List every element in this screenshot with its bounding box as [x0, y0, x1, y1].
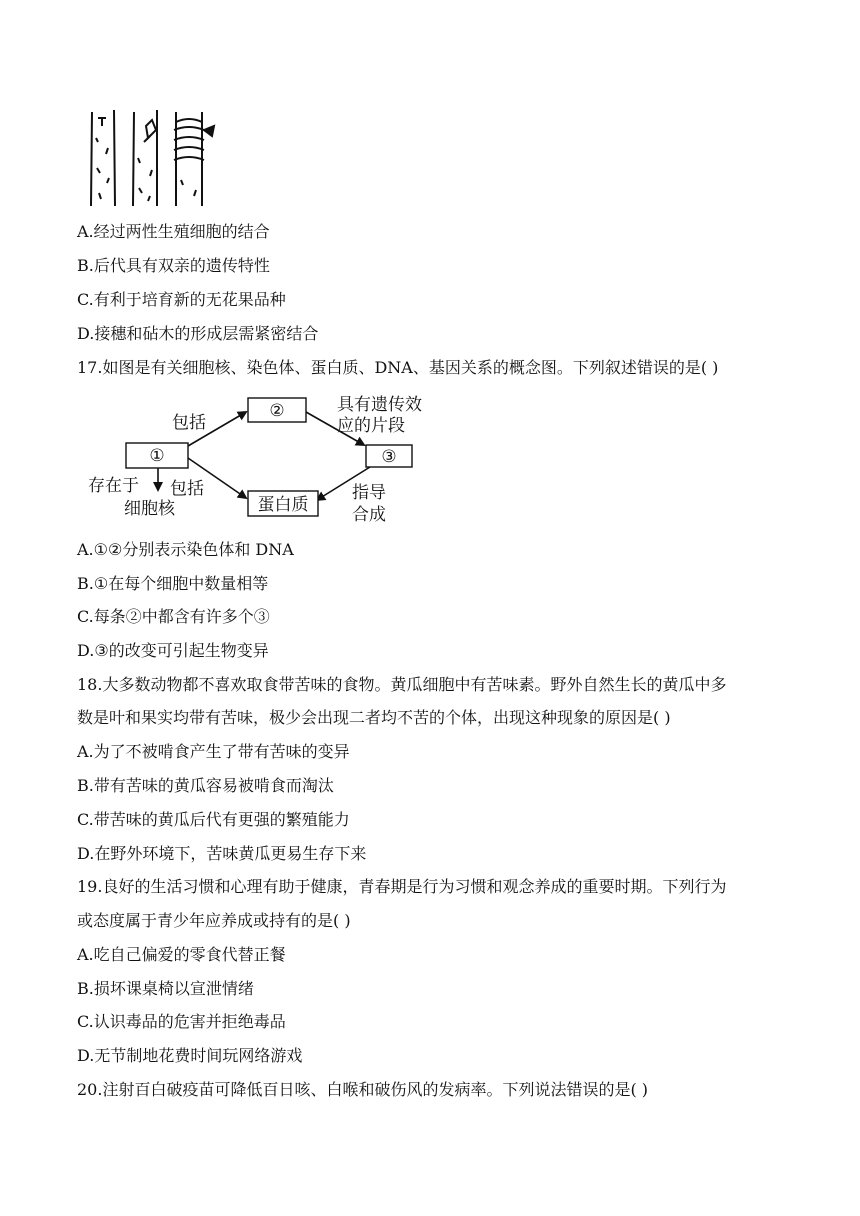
grafting-illustration	[84, 108, 220, 208]
edge-label-nucleus-line2: 细胞核	[124, 499, 175, 519]
q19-option-b[interactable]: B.损坏课桌椅以宣泄情绪	[77, 979, 254, 998]
q18-option-d[interactable]: D.在野外环境下，苦味黄瓜更易生存下来	[77, 844, 367, 863]
q19-stem-line1: 19.良好的生活习惯和心理有助于健康，青春期是行为习惯和观念养成的重要时期。下列行为	[77, 877, 727, 896]
node-2-label: ②	[269, 401, 285, 421]
q19-option-a[interactable]: A.吃自己偏爱的零食代替正餐	[77, 945, 286, 964]
q18-option-b[interactable]: B.带有苦味的黄瓜容易被啃食而淘汰	[77, 776, 334, 795]
edge-label-include-top: 包括	[172, 413, 206, 433]
concept-map	[84, 390, 464, 530]
graft-trunk-3	[174, 112, 214, 206]
q19-stem-line2: 或态度属于青少年应养成或持有的是( )	[77, 911, 351, 930]
edge-label-gene-line2: 应的片段	[337, 416, 405, 436]
q18-stem-line2: 数是叶和果实均带有苦味，极少会出现二者均不苦的个体，出现这种现象的原因是( )	[77, 708, 671, 727]
q16-option-d[interactable]: D.接穗和砧木的形成层需紧密结合	[77, 324, 319, 343]
q17-option-d[interactable]: D.③的改变可引起生物变异	[77, 641, 269, 660]
q18-option-c[interactable]: C.带苦味的黄瓜后代有更强的繁殖能力	[77, 810, 350, 829]
graft-trunk-1	[91, 110, 115, 206]
q16-option-c[interactable]: C.有利于培育新的无花果品种	[77, 290, 286, 309]
q19-option-c[interactable]: C.认识毒品的危害并拒绝毒品	[77, 1012, 286, 1031]
q17-option-c[interactable]: C.每条②中都含有许多个③	[77, 607, 270, 626]
q17-stem: 17.如图是有关细胞核、染色体、蛋白质、DNA、基因关系的概念图。下列叙述错误的是( )	[77, 358, 719, 377]
edge-label-guide-line2: 合成	[352, 505, 386, 525]
graft-trunk-2	[133, 110, 157, 206]
edge-label-nucleus-line1: 存在于	[88, 476, 139, 496]
q17-option-a[interactable]: A.①②分别表示染色体和 DNA	[77, 540, 294, 559]
q16-option-b[interactable]: B.后代具有双亲的遗传特性	[77, 256, 270, 275]
q18-stem-line1: 18.大多数动物都不喜欢取食带苦味的食物。黄瓜细胞中有苦味素。野外自然生长的黄瓜中多	[77, 675, 727, 694]
q19-option-d[interactable]: D.无节制地花费时间玩网络游戏	[77, 1046, 303, 1065]
node-3-label: ③	[381, 447, 397, 467]
node-1-label: ①	[149, 446, 165, 466]
edge-label-guide-line1: 指导	[352, 483, 386, 503]
q17-option-b[interactable]: B.①在每个细胞中数量相等	[77, 574, 269, 593]
node-protein-label: 蛋白质	[257, 495, 309, 515]
q18-option-a[interactable]: A.为了不被啃食产生了带有苦味的变异	[77, 742, 350, 761]
edge-label-gene-line1: 具有遗传效	[337, 395, 422, 415]
q20-stem: 20.注射百白破疫苗可降低百日咳、白喉和破伤风的发病率。下列说法错误的是( )	[77, 1080, 649, 1099]
q16-option-a[interactable]: A.经过两性生殖细胞的结合	[77, 222, 270, 241]
edge-label-include-bottom: 包括	[170, 479, 204, 499]
